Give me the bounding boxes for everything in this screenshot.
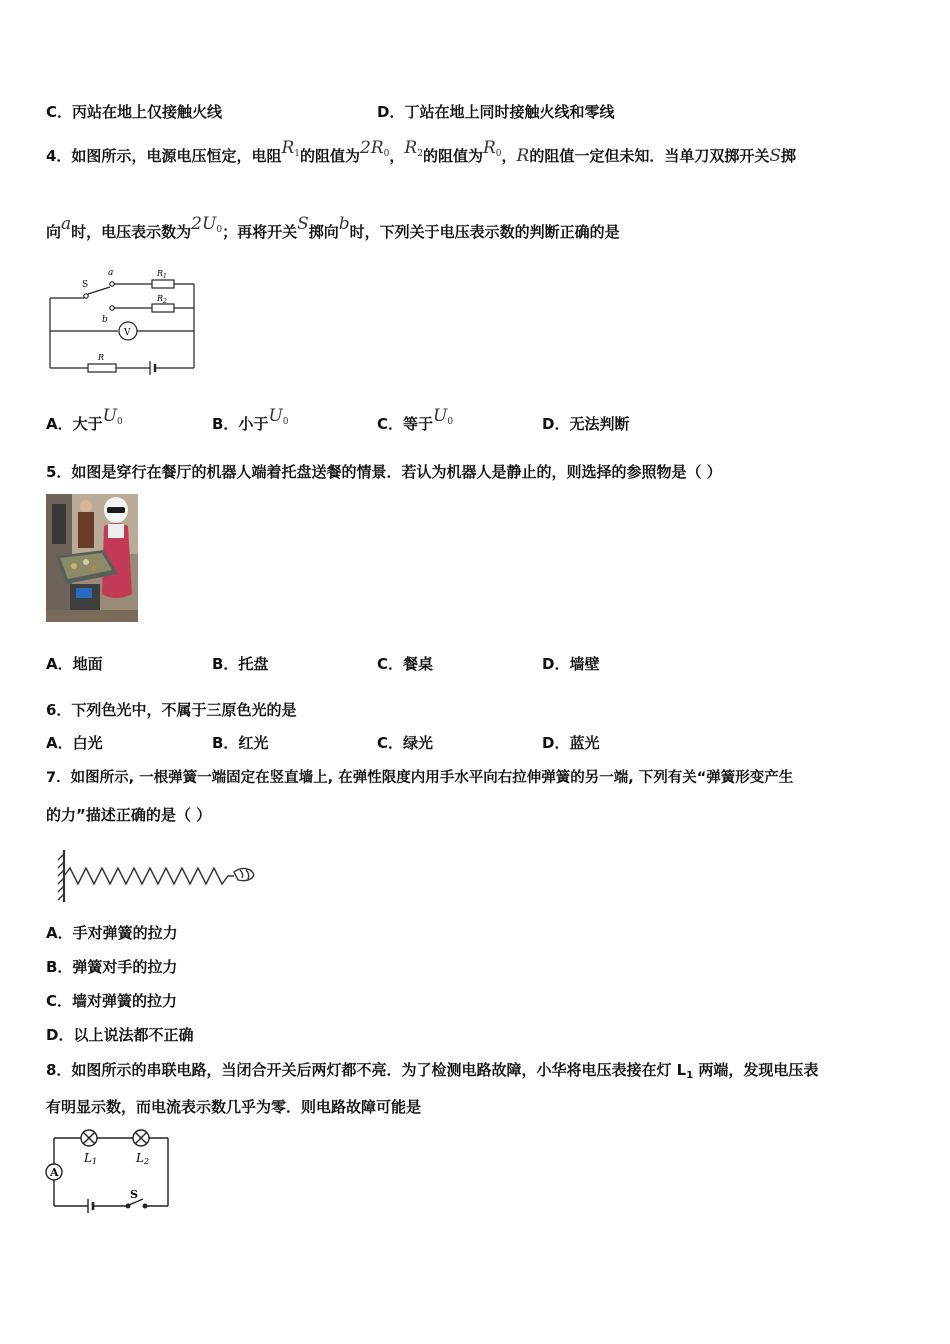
q8-diagram-l2-label: L2 [136, 1151, 150, 1166]
q8-circuit-diagram [42, 1126, 174, 1216]
q7-option-d: D．以上说法都不正确 [46, 1026, 194, 1044]
q4-diagram-r1-label: $R_1$ [157, 269, 167, 280]
q6-stem: 6．下列色光中，不属于三原色光的是 [46, 701, 297, 719]
q7-stem-line1: 7．如图所示, 一根弹簧一端固定在竖直墙上, 在弹性限度内用手水平向右拉伸弹簧的另一端, 下列有关“弹簧形变产生 [46, 770, 794, 786]
q8-diagram-l1-label: L1 [84, 1151, 98, 1166]
q5-stem: 5．如图是穿行在餐厅的机器人端着托盘送餐的情景．若认为机器人是静止的，则选择的参照物是（ ） [46, 463, 722, 481]
q6-option-b: B．红光 [212, 734, 269, 752]
q5-option-a: A．地面 [46, 655, 103, 673]
q6-option-a: A．白光 [46, 734, 103, 752]
q4-diagram-a-label: a [108, 268, 114, 278]
q7-option-a: A．手对弹簧的拉力 [46, 924, 178, 942]
q4-diagram-s-label: S [82, 280, 89, 290]
q7-stem-line2: 的力”描述正确的是（ ） [46, 806, 212, 824]
q5-option-b: B．托盘 [212, 655, 269, 673]
q6-option-d: D．蓝光 [542, 734, 600, 752]
q3-option-c: C．丙站在地上仅接触火线 [46, 103, 223, 121]
q4-diagram-r-label: R [98, 353, 105, 362]
q7-option-b: B．弹簧对手的拉力 [46, 958, 178, 976]
q4-stem-line2: 向a时，电压表示数为$2U_0$；再将开关S掷向b时，下列关于电压表示数的判断正确的是 [46, 214, 620, 241]
q5-option-d: D．墙壁 [542, 655, 600, 673]
q7-option-c: C．墙对弹簧的拉力 [46, 992, 178, 1010]
q6-option-c: C．绿光 [377, 734, 434, 752]
q5-robot-photo [46, 494, 138, 622]
q4-option-c: C．等于$U_0$ [377, 406, 454, 433]
q4-diagram-v-label: V [124, 328, 131, 338]
q4-circuit-diagram [44, 264, 204, 376]
q3-option-d: D．丁站在地上同时接触火线和零线 [377, 103, 615, 121]
q8-stem-line2: 有明显示数，而电流表示数几乎为零．则电路故障可能是 [46, 1098, 422, 1116]
q8-stem-line1: 8．如图所示的串联电路，当闭合开关后两灯都不亮．为了检测电路故障，小华将电压表接在灯 $L_1$ 两端，发现电压表 [46, 1061, 819, 1081]
q7-spring-diagram [56, 846, 260, 906]
q4-diagram-r2-label: $R_2$ [157, 294, 167, 305]
q8-diagram-ammeter-label: A [50, 1166, 59, 1179]
q8-diagram-s-label: S [130, 1188, 138, 1201]
q5-option-c: C．餐桌 [377, 655, 434, 673]
q4-diagram-b-label: b [102, 315, 108, 325]
q4-option-a: A．大于$U_0$ [46, 406, 123, 433]
q4-option-b: B．小于$U_0$ [212, 406, 289, 433]
q4-stem-line1: 4．如图所示，电源电压恒定，电阻$R_1$的阻值为$2R_0$，$R_2$的阻值为$R_0$，R的阻值一定但未知．当单刀双掷开关S掷 [46, 138, 797, 166]
q4-option-d: D．无法判断 [542, 415, 630, 433]
